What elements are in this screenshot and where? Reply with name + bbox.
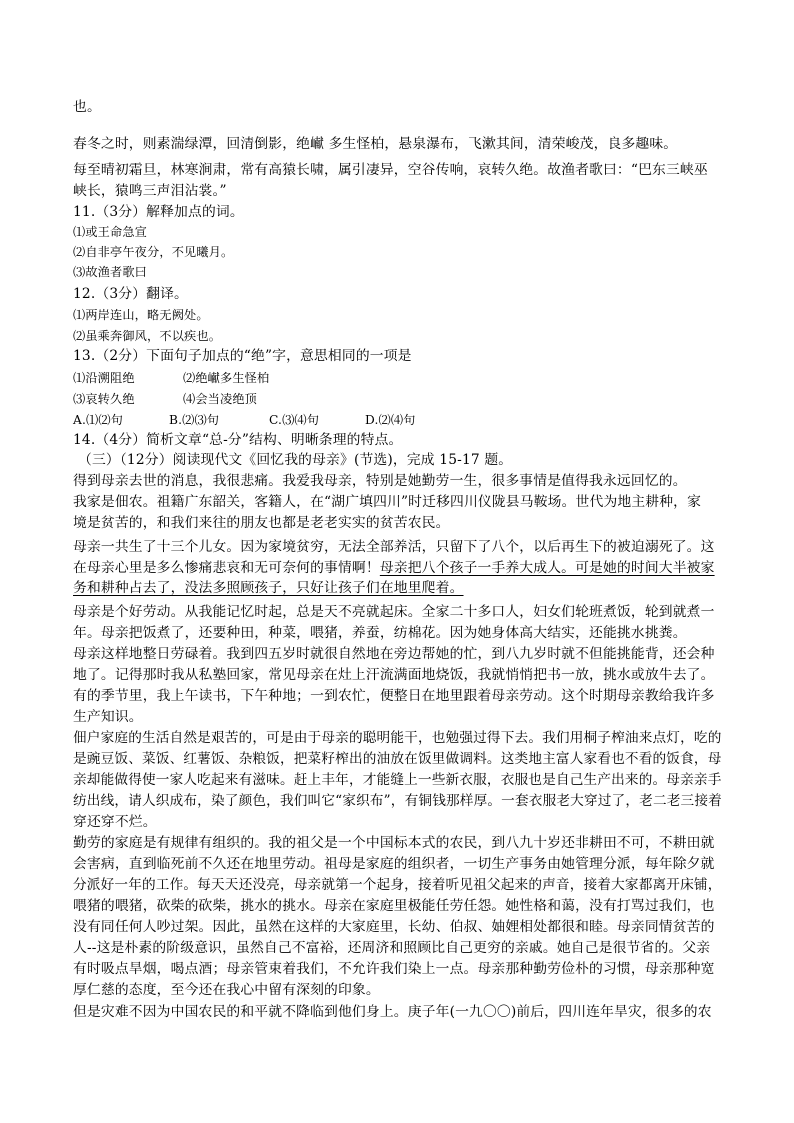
- question-11-item-2: ⑵自非亭午夜分，不见曦月。: [73, 245, 234, 259]
- question-12-item-2: ⑵虽乘奔御风，不以疾也。: [73, 329, 222, 343]
- memoir-p2-line-2: 境是贫苦的，和我们来往的朋友也都是老老实实的贫苦农民。: [73, 515, 450, 531]
- memoir-p8-line-1: 但是灾难不因为中国农民的和平就不降临到他们身上。庚子年(一九〇〇)前后，四川连年旱灾，很多的农: [73, 1004, 712, 1020]
- memoir-p1: 得到母亲去世的消息，我很悲痛。我爱我母亲，特别是她勤劳一生，很多事情是值得我永远回忆的。: [73, 473, 687, 489]
- option-a: A.⑴⑵句: [73, 413, 123, 427]
- question-12-item-1: ⑴两岸连山，略无阙处。: [73, 308, 209, 322]
- question-11-item-3: ⑶故渔者歌曰: [73, 265, 148, 279]
- memoir-p3-line-1: 母亲一共生了十三个儿女。因为家境贫穷，无法全部养活，只留下了八个，以后再生下的被迫溺死了。这: [73, 539, 715, 555]
- question-13-sentence-2: ⑵绝𪩘多生怪柏: [183, 371, 270, 385]
- passage-line-4: 峡长，猿鸣三声泪沾裳。”: [73, 183, 227, 199]
- memoir-p5-line-2: 地了。记得那时我从私塾回家，常见母亲在灶上汗流满面地烧饭，我就悄悄把书一放，挑水或放牛去了。: [73, 667, 715, 683]
- memoir-p6-line-3: 亲却能做得使一家人吃起来有滋味。赶上丰年，才能缝上一些新衣服，衣服也是自己生产出来的。母亲亲手: [73, 772, 722, 788]
- passage-line-2: 春冬之时，则素湍绿潭，回清倒影，绝𪩘 多生怪柏，悬泉瀑布，飞漱其间，清荣峻茂，良多趣味。: [73, 136, 678, 152]
- question-13-sentence-4: ⑷会当凌绝顶: [183, 392, 258, 406]
- question-11-stem: 11.（3分）解释加点的词。: [73, 204, 244, 220]
- memoir-p7-line-2: 会害病，直到临死前不久还在地里劳动。祖母是家庭的组织者，一切生产事务由她管理分派，每年除夕就: [73, 856, 715, 872]
- memoir-p6-line-2: 是豌豆饭、菜饭、红薯饭、杂粮饭，把菜籽榨出的油放在饭里做调料。这类地主富人家看也不看的饭食，母: [73, 751, 722, 767]
- passage-line-3: 每至晴初霜旦，林寒涧肃，常有高猿长啸，属引凄异，空谷传响，哀转久绝。故渔者歌曰：“巴东三峡巫: [73, 162, 708, 178]
- memoir-p7-line-5: 没有同任何人吵过架。因此，虽然在这样的大家庭里，长幼、伯叔、妯娌相处都很和睦。母亲同情贫苦的: [73, 919, 715, 935]
- passage-line-1: 也。: [73, 99, 101, 115]
- option-d: D.⑵⑷句: [365, 413, 416, 427]
- memoir-p6-line-5: 穿还穿不烂。: [73, 814, 157, 830]
- memoir-p7-line-3: 分派好一年的工作。每天天还没亮，母亲就第一个起身，接着听见祖父起来的声音，接着大家都离开床铺，: [73, 877, 722, 893]
- memoir-p7-line-7: 有时吸点旱烟，喝点酒；母亲管束着我们，不允许我们染上一点。母亲那种勤劳俭朴的习惯，母亲那种宽: [73, 961, 715, 977]
- option-c: C.⑶⑷句: [269, 413, 320, 427]
- question-12-stem: 12.（3分）翻译。: [73, 286, 189, 302]
- memoir-p6-line-1: 佃户家庭的生活自然是艰苦的，可是由于母亲的聪明能干，也勉强过得下去。我们用桐子榨油来点灯，吃的: [73, 730, 722, 746]
- section-3-intro: （三）（12分）阅读现代文《回忆我的母亲》(节选)，完成 15-17 题。: [78, 452, 513, 468]
- underlined-sentence-part-1: 母亲把八个孩子一手养大成人。可是她的时间大半被家: [379, 560, 715, 576]
- memoir-p3-line-2: [73, 558, 715, 578]
- question-13-row-2: [73, 389, 257, 409]
- memoir-p3-line-2-plain: 在母亲心里是多么惨痛悲哀和无可奈何的事情啊！: [73, 560, 380, 576]
- memoir-p4-line-1: 母亲是个好劳动。从我能记忆时起，总是天不亮就起床。全家二十多口人，妇女们轮班煮饭，轮到就煮一: [73, 604, 715, 620]
- question-13-row-1: [73, 368, 269, 388]
- memoir-p7-line-1: 勤劳的家庭是有规律有组织的。我的祖父是一个中国标本式的农民，到八九十岁还非耕田不可，不耕田就: [73, 835, 715, 851]
- question-13-options: [73, 410, 416, 430]
- memoir-p4-line-2: 年。母亲把饭煮了，还要种田，种菜，喂猪，养蚕，纺棉花。因为她身体高大结实，还能挑水挑粪。: [73, 625, 687, 641]
- memoir-p5-line-4: 生产知识。: [73, 709, 143, 725]
- underlined-sentence-part-2: 务和耕种占去了，没法多照顾孩子，只好让孩子们在地里爬着。: [73, 580, 464, 596]
- memoir-p2-line-1: 我家是佃农。祖籍广东韶关，客籍人，在“湖广填四川”时迁移四川仪陇县马鞍场。世代为地主耕种，家: [73, 494, 702, 510]
- question-13-stem: 13.（2分）下面句子加点的“绝”字，意思相同的一项是: [73, 348, 412, 364]
- question-14-stem: 14.（4分）简析文章“总-分”结构、明晰条理的特点。: [73, 432, 403, 448]
- memoir-p6-line-4: 纺出线，请人织成布，染了颜色，我们叫它“家织布”，有铜钱那样厚。一套衣服老大穿过了，老二老三接着: [73, 793, 722, 809]
- question-13-sentence-1: ⑴沿溯阻绝: [73, 371, 135, 385]
- memoir-p7-line-4: 喂猪的喂猪，砍柴的砍柴，挑水的挑水。母亲在家庭里极能任劳任怨。她性格和蔼，没有打骂过我们，也: [73, 898, 715, 914]
- question-11-item-1: ⑴或王命急宣: [73, 225, 148, 239]
- question-13-sentence-3: ⑶哀转久绝: [73, 392, 135, 406]
- memoir-p5-line-1: 母亲这样地整日劳碌着。我到四五岁时就很自然地在旁边帮她的忙，到八九岁时就不但能挑能背，还会种: [73, 646, 715, 662]
- memoir-p7-line-6: 人--这是朴素的阶级意识，虽然自己不富裕，还周济和照顾比自己更穷的亲戚。她自己是很节省的。父亲: [73, 940, 711, 956]
- option-b: B.⑵⑶句: [169, 413, 220, 427]
- memoir-p5-line-3: 有的季节里，我上午读书，下午种地；一到农忙，便整日在地里跟着母亲劳动。这个时期母亲教给我许多: [73, 688, 715, 704]
- memoir-p7-line-8: 厚仁慈的态度，至今还在我心中留有深刻的印象。: [73, 982, 380, 998]
